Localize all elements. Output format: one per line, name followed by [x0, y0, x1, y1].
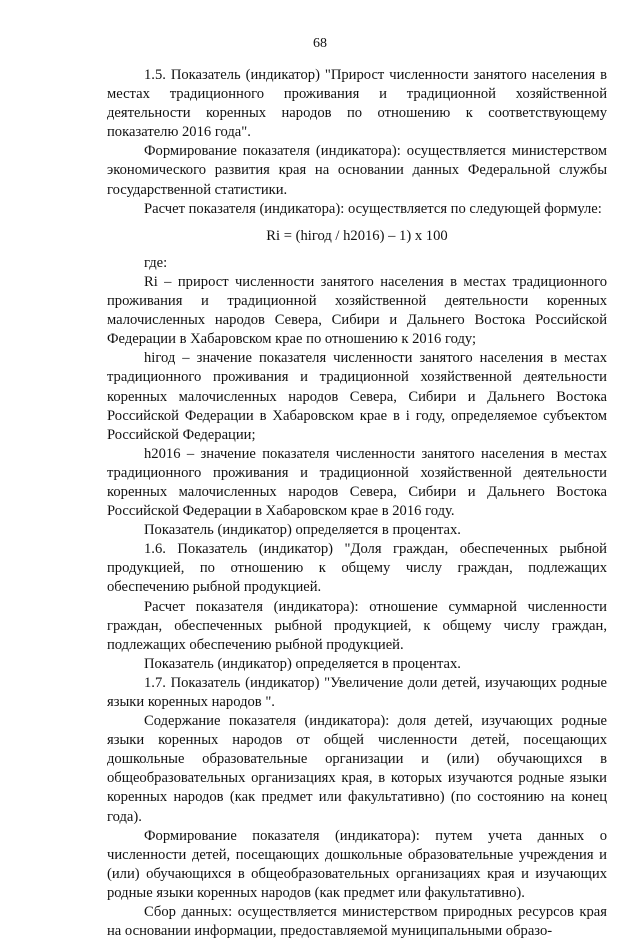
page-number: 68 — [313, 36, 327, 51]
paragraph-indicator-1-5: 1.5. Показатель (индикатор) "Прирост численности занятого населения в местах традиционного проживания и традиционной хозяйственной деятельности коренных народов по отношению к соответствующему показателю 2016 года". — [107, 67, 607, 141]
paragraph-where: где: — [144, 254, 168, 271]
paragraph-formation-1-5: Формирование показателя (индикатора): осуществляется министерством экономического развития края на основании данных Федеральной службы государственной статистики. — [107, 143, 607, 198]
paragraph-units-1-6: Показатель (индикатор) определяется в процентах. — [144, 655, 461, 672]
paragraph-formation-1-7: Формирование показателя (индикатора): путем учета данных о численности детей, посещающих дошкольные образовательные учреждения и (или) обучающихся в общеобразовательных организациях края и изучающих родные языки коренных народов (как предмет или факультативно). — [107, 827, 607, 901]
document-body — [107, 66, 607, 941]
paragraph-definition-ri: Ri – прирост численности занятого населения в местах традиционного проживания и традиционной хозяйственной деятельности коренных малочисленных народов Севера, Сибири и Дальнего Востока Российской Федерации в Хабаровском крае по отношению к 2016 году; — [107, 273, 607, 348]
paragraph-calculation-intro: Расчет показателя (индикатора): осуществляется по следующей формуле: — [144, 200, 602, 217]
paragraph-units-1-5: Показатель (индикатор) определяется в процентах. — [144, 522, 461, 539]
paragraph-indicator-1-7: 1.7. Показатель (индикатор) "Увеличение доли детей, изучающих родные языки коренных народов ". — [107, 674, 607, 710]
paragraph-definition-h2016: h2016 – значение показателя численности занятого населения в местах традиционного проживания и традиционной хозяйственной деятельности коренных малочисленных народов Севера, Сибири и Дальнего Востока Российской Федерации в Хабаровском крае в 2016 году. — [107, 445, 607, 520]
paragraph-content-1-7: Содержание показателя (индикатора): доля детей, изучающих родные языки коренных народов от общей численности детей, посещающих дошкольные образовательные организации и (или) обучающихся в общеобразовательных организациях края, в которых изучаются родные языки коренных народов (как предмет или факультативно) (по состоянию на конец года). — [107, 713, 607, 825]
paragraph-data-collection: Сбор данных: осуществляется министерством природных ресурсов края на основании информации, предоставляемой муниципальными образо- — [107, 904, 607, 940]
paragraph-calculation-1-6: Расчет показателя (индикатора): отношение суммарной численности граждан, обеспеченных рыбной продукцией, к общему числу граждан, подлежащих обеспечению рыбной продукцией. — [107, 598, 607, 653]
formula: Ri = (hiгод / h2016) – 1) x 100 — [266, 227, 448, 244]
paragraph-definition-higod: hiгод – значение показателя численности занятого населения в местах традиционного проживания и традиционной хозяйственной деятельности коренных малочисленных народов Севера, Сибири и Дальнего Востока Российской Федерации в Хабаровском крае в i году, определяемое субъектом Российской Федерации; — [107, 350, 607, 443]
paragraph-indicator-1-6: 1.6. Показатель (индикатор) "Доля граждан, обеспеченных рыбной продукцией, по отношению к общему числу граждан, подлежащих обеспечению рыбной продукцией. — [107, 541, 607, 596]
